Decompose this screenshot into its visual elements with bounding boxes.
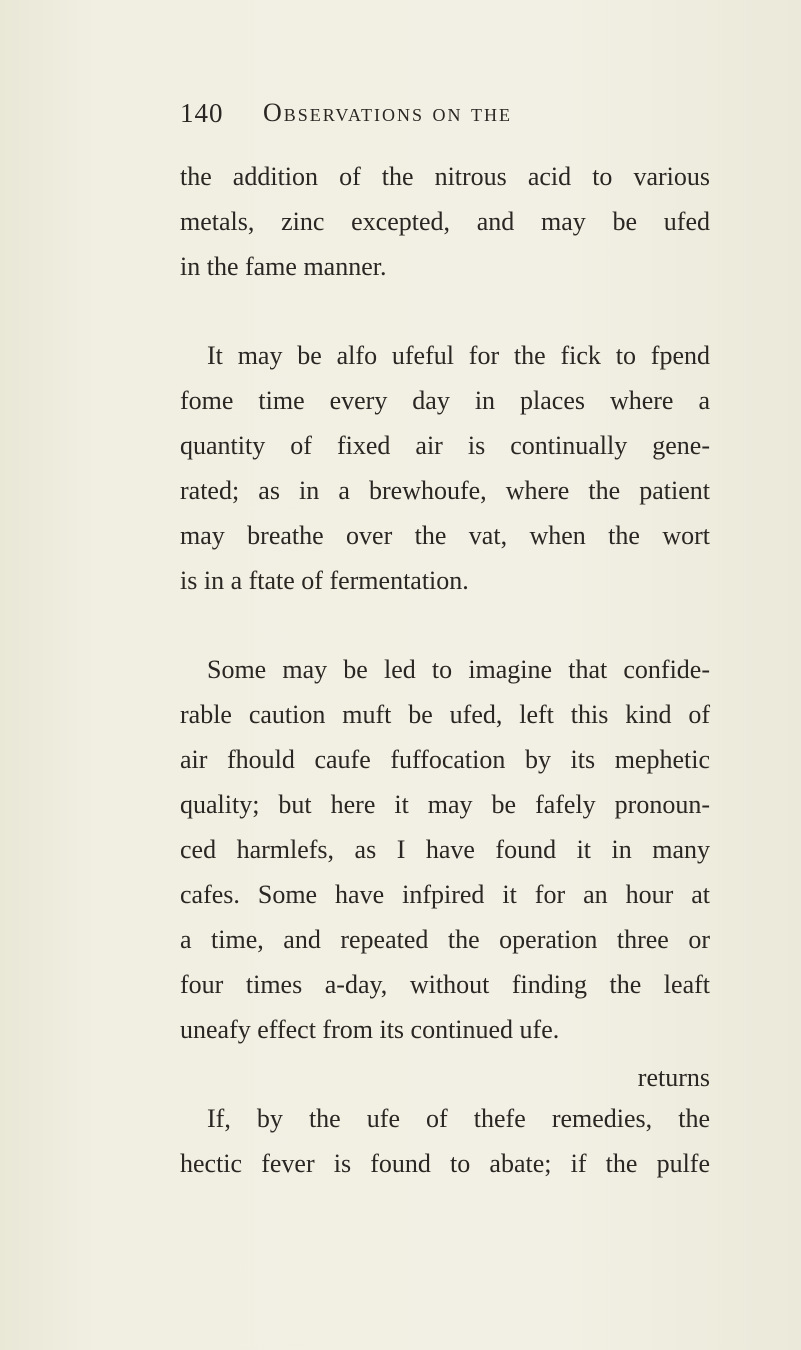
page-number: 140 <box>180 98 224 128</box>
paragraph-1 <box>180 154 710 289</box>
text-line: a time, and repeated the operation three or <box>180 925 710 954</box>
catchword: returns <box>637 1063 710 1092</box>
text-line: may breathe over the vat, when the wort <box>180 521 710 550</box>
running-title: Observations on the <box>263 98 513 127</box>
text-line: four times a-day, without finding the leaft <box>180 970 710 999</box>
text-line: It may be alfo ufeful for the fick to fpend <box>207 341 710 370</box>
text-line: rated; as in a brewhoufe, where the patient <box>180 476 710 505</box>
text-line: the addition of the nitrous acid to various <box>180 162 710 191</box>
text-line: metals, zinc excepted, and may be ufed <box>180 207 710 236</box>
text-line: uneafy effect from its continued ufe. <box>180 1015 560 1044</box>
text-line: air fhould caufe fuffocation by its mephetic <box>180 745 710 774</box>
text-line: in the fame manner. <box>180 252 387 281</box>
text-line: cafes. Some have infpired it for an hour at <box>180 880 710 909</box>
text-line: hectic fever is found to abate; if the pulfe <box>180 1149 710 1178</box>
text-line: Some may be led to imagine that confide- <box>207 655 710 684</box>
paragraph-4 <box>180 1096 710 1186</box>
paragraph-2 <box>180 333 710 603</box>
body-text <box>180 154 710 1186</box>
text-line: ced harmlefs, as I have found it in many <box>180 835 710 864</box>
paragraph-3 <box>180 647 710 1052</box>
running-head <box>180 98 680 138</box>
text-line: is in a ftate of fermentation. <box>180 566 469 595</box>
text-line: If, by the ufe of thefe remedies, the <box>207 1104 710 1133</box>
text-line: rable caution muft be ufed, left this kind of <box>180 700 710 729</box>
text-line: quantity of fixed air is continually gene- <box>180 431 710 460</box>
text-line: quality; but here it may be fafely pronoun- <box>180 790 710 819</box>
text-line: fome time every day in places where a <box>180 386 710 415</box>
